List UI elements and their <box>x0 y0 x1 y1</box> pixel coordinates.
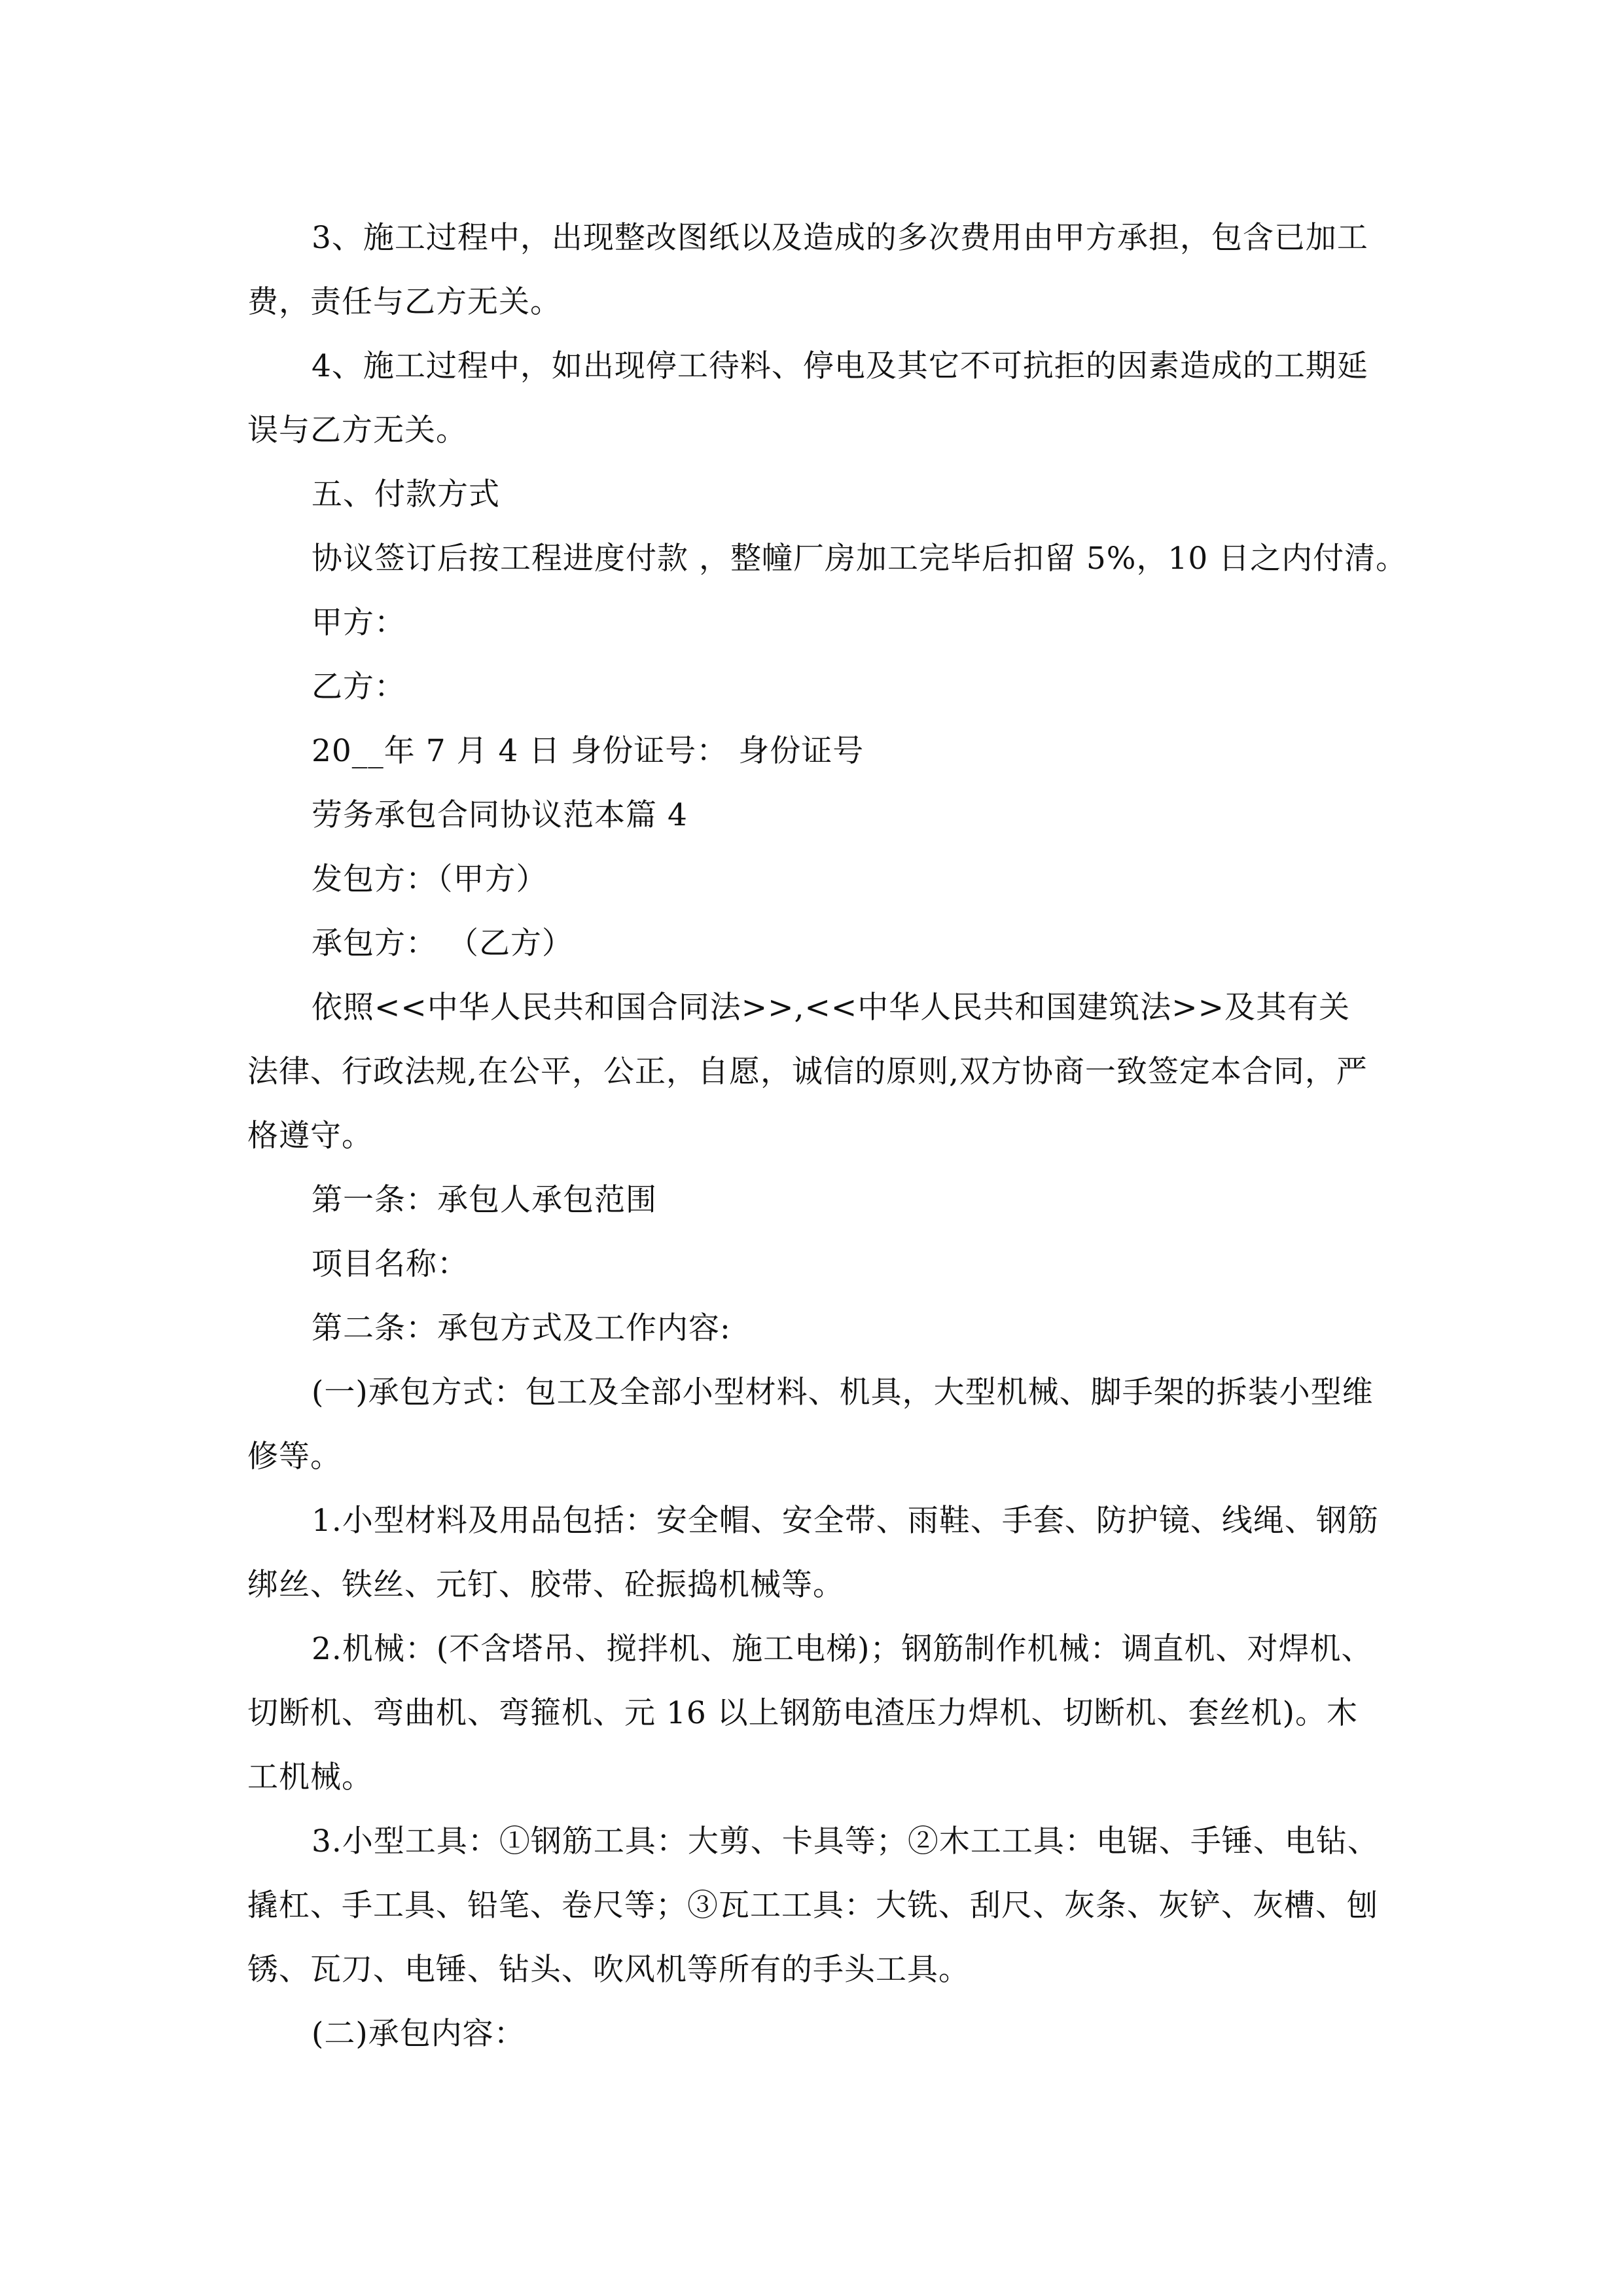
article-1-heading: 第一条：承包人承包范围 <box>312 1182 657 1218</box>
date-and-id-line: 20__年 7 月 4 日 身份证号： 身份证号 <box>312 733 865 769</box>
contractor-party-label: 承包方： （乙方） <box>312 925 573 961</box>
contract-section-title: 劳务承包合同协议范本篇 4 <box>312 797 688 833</box>
paragraph-small-tools: 3.小型工具：①钢筋工具：大剪、卡具等；②木工工具：电锯、手锤、电钻、撬杠、手工具、铅笔、卷尺等；③瓦工工具：大铣、刮尺、灰条、灰铲、灰槽、刨锈、瓦刀、电锤、钻头、吹风机等所有的手头工具。 <box>247 1823 1379 1988</box>
party-a-signature-label: 甲方： <box>312 605 406 641</box>
paragraph-legal-basis: 依照<<中华人民共和国合同法>>,<<中华人民共和国建筑法>>及其有关法律、行政法规,在公平，公正，自愿，诚信的原则,双方协商一致签定本合同，严格遵守。 <box>247 990 1368 1154</box>
article-2-heading: 第二条：承包方式及工作内容: <box>312 1310 731 1346</box>
subheading-contract-content: (二)承包内容： <box>312 2016 526 2052</box>
paragraph-payment-terms: 协议签订后按工程进度付款 ，整幢厂房加工完毕后扣留 5%，10 日之内付清。 <box>312 541 1408 577</box>
project-name-label: 项目名称： <box>312 1246 469 1282</box>
paragraph-clause-3: 3、施工过程中，出现整改图纸以及造成的多次费用由甲方承担，包含已加工费，责任与乙方无关。 <box>247 220 1368 320</box>
document-body <box>247 206 1408 2066</box>
paragraph-small-materials: 1.小型材料及用品包括：安全帽、安全带、雨鞋、手套、防护镜、线绳、钢筋绑丝、铁丝、元钉、胶带、砼振捣机械等。 <box>247 1503 1379 1603</box>
heading-payment-method: 五、付款方式 <box>312 476 500 512</box>
paragraph-clause-4: 4、施工过程中，如出现停工待料、停电及其它不可抗拒的因素造成的工期延误与乙方无关。 <box>247 348 1368 448</box>
employer-party-label: 发包方：（甲方） <box>312 861 548 897</box>
paragraph-machinery: 2.机械：(不含塔吊、搅拌机、施工电梯)；钢筋制作机械：调直机、对焊机、切断机、弯曲机、弯箍机、元 16 以上钢筋电渣压力焊机、切断机、套丝机)。木工机械。 <box>247 1631 1373 1795</box>
paragraph-contract-method: (一)承包方式：包工及全部小型材料、机具，大型机械、脚手架的拆装小型维修等。 <box>247 1374 1374 1475</box>
party-b-signature-label: 乙方： <box>312 669 406 705</box>
